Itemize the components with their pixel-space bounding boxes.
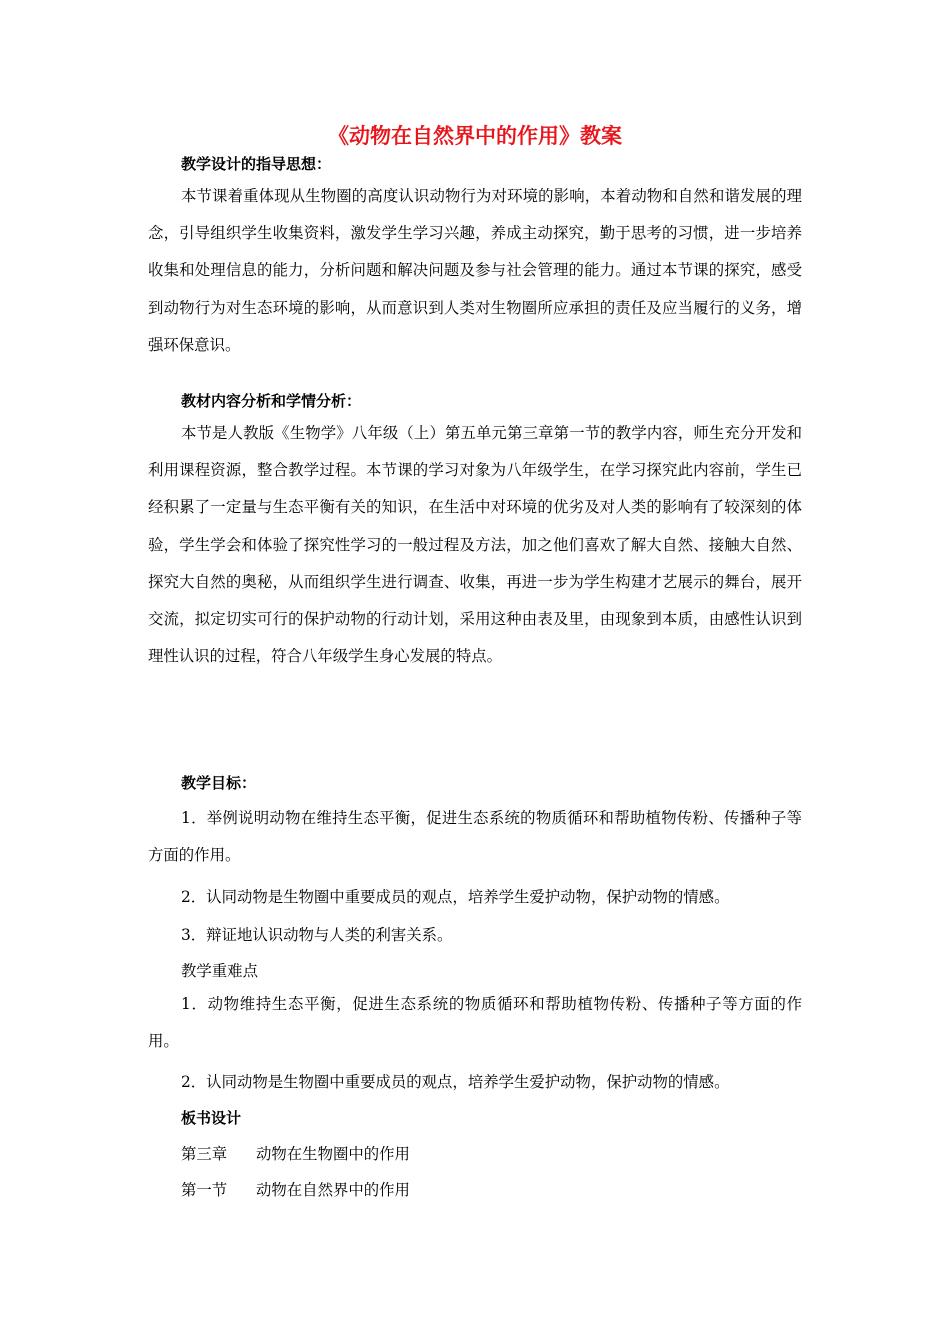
key-point-2: 2．认同动物是生物圈中重要成员的观点，培养学生爱护动物，保护动物的情感。 <box>181 1073 730 1091</box>
document-title: 《动物在自然界中的作用》教案 <box>328 124 622 148</box>
heading-guiding-idea: 教学设计的指导思想： <box>181 155 332 173</box>
goal-item-2: 2．认同动物是生物圈中重要成员的观点，培养学生爱护动物，保护动物的情感。 <box>181 888 730 906</box>
paragraph-content-analysis: 本节是人教版《生物学》八年级（上）第五单元第三章第一节的教学内容，师生充分开发和利用课程资源，整合教学过程。本节课的学习对象为八年级学生，在学习探究此内容前，学生已经积累了一定量与生态平衡有关的知识，在生活中对环境的优劣及对人类的影响有了较深刻的体验，学生学会和体验了探究性学习的一般过程及方法，加之他们喜欢了解大自然、接触大自然、探究大自然的奥秘，从而组织学生进行调查、收集，再进一步为学生构建才艺展示的舞台，展开交流，拟定切实可行的保护动物的行动计划，采用这种由表及里，由现象到本质，由感性认识到理性认识的过程，符合八年级学生身心发展的特点。 <box>148 424 802 666</box>
board-row-chapter-title: 动物在生物圈中的作用 <box>256 1145 410 1163</box>
goal-item-1: 1．举例说明动物在维持生态平衡，促进生态系统的物质循环和帮助植物传粉、传播种子等方面的作用。 <box>148 809 802 865</box>
heading-key-points: 教学重难点 <box>181 962 258 980</box>
board-row-section: 第一节 <box>181 1181 228 1199</box>
board-row-section-title: 动物在自然界中的作用 <box>256 1181 410 1199</box>
heading-board-design: 板书设计 <box>181 1109 242 1127</box>
board-row-chapter: 第三章 <box>181 1145 228 1163</box>
paragraph-guiding-idea: 本节课着重体现从生物圈的高度认识动物行为对环境的影响，本着动物和自然和谐发展的理念，引导组织学生收集资料，激发学生学习兴趣，养成主动探究，勤于思考的习惯，进一步培养收集和处理信息的能力，分析问题和解决问题及参与社会管理的能力。通过本节课的探究，感受到动物行为对生态环境的影响，从而意识到人类对生物圈所应承担的责任及应当履行的义务，增强环保意识。 <box>148 187 802 354</box>
board-row <box>181 1144 410 1164</box>
key-point-1: 1．动物维持生态平衡，促进生态系统的物质循环和帮助植物传粉、传播种子等方面的作用。 <box>148 995 802 1051</box>
goal-item-3: 3．辩证地认识动物与人类的利害关系。 <box>181 926 453 944</box>
board-row <box>181 1180 410 1200</box>
heading-teaching-goals: 教学目标： <box>181 774 257 792</box>
heading-content-analysis: 教材内容分析和学情分析： <box>181 392 362 410</box>
